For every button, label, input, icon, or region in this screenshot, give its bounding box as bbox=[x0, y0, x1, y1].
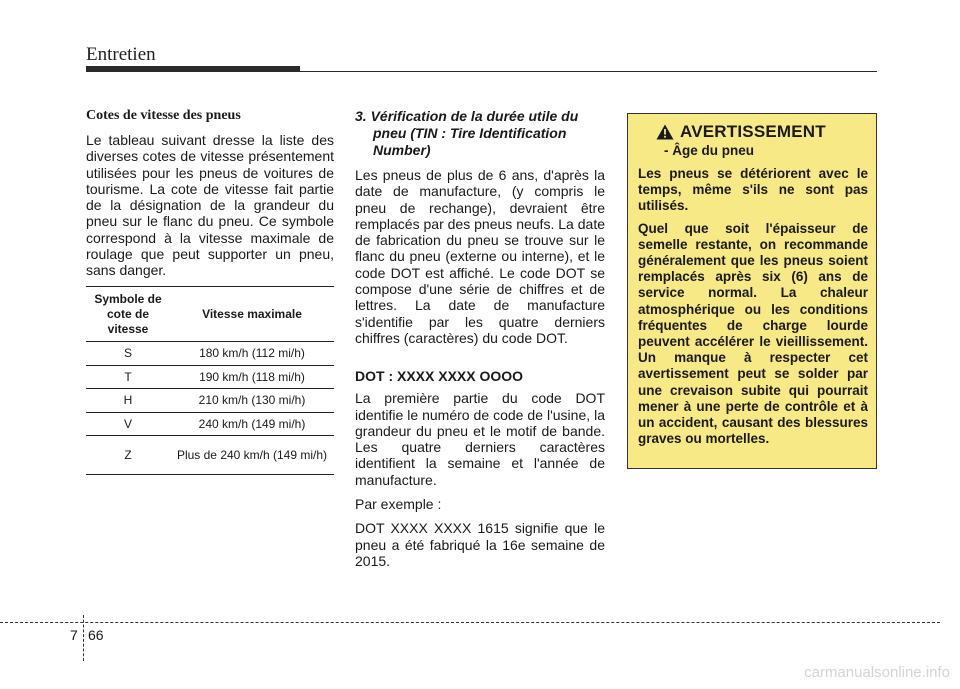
middle-column bbox=[355, 108, 605, 577]
symbol-cell: V bbox=[86, 412, 170, 436]
warning-header bbox=[638, 122, 868, 142]
table-row bbox=[86, 365, 334, 389]
speed-cell: Plus de 240 km/h (149 mi/h) bbox=[176, 447, 328, 462]
example-label: Par exemple : bbox=[355, 496, 442, 513]
section-title: Cotes de vitesse des pneus bbox=[86, 108, 241, 123]
page-number: 66 bbox=[88, 627, 104, 643]
table-row bbox=[86, 412, 334, 436]
example-paragraph: DOT XXXX XXXX 1615 signifie que le pneu a été fabriqué la 16e semaine de 2015. bbox=[355, 520, 605, 569]
speed-rating-table bbox=[86, 286, 334, 475]
warning-triangle-icon bbox=[656, 124, 674, 140]
speed-cell: 210 km/h (130 mi/h) bbox=[170, 389, 334, 413]
dot-paragraph: La première partie du code DOT identifie le numéro de code de l'usine, la grandeur du pneu et le motif de bande. Les quatre derniers caractères identifient la semaine et l'année de manufacture. bbox=[355, 390, 605, 488]
table-header-symbol: Symbole de cote de vitesse bbox=[86, 287, 170, 342]
table-header-speed: Vitesse maximale bbox=[170, 287, 334, 342]
tin-heading: 3. Vérification de la durée utile du pneu (TIN : Tire Identification Number) bbox=[355, 108, 579, 158]
symbol-cell: H bbox=[86, 389, 170, 413]
header-rule bbox=[300, 71, 877, 72]
symbol-cell: S bbox=[86, 342, 170, 366]
symbol-cell: Z bbox=[124, 447, 132, 462]
watermark: carmanualsonline.info bbox=[804, 664, 950, 681]
table-row bbox=[86, 342, 334, 366]
dot-code-heading: DOT : XXXX XXXX OOOO bbox=[355, 368, 524, 385]
warning-title: AVERTISSEMENT bbox=[680, 122, 826, 141]
footer-divider bbox=[83, 615, 84, 661]
table-row bbox=[86, 389, 334, 413]
header-bar bbox=[86, 66, 300, 72]
warning-box bbox=[627, 113, 877, 469]
page-header-title: Entretien bbox=[86, 44, 156, 65]
footer-rule bbox=[0, 622, 940, 623]
warning-subtitle: - Âge du pneu bbox=[664, 143, 754, 158]
warning-paragraph-1: Les pneus se détériorent avec le temps, même s'ils ne sont pas utilisés. bbox=[638, 166, 868, 214]
warning-paragraph-2: Quel que soit l'épaisseur de semelle restante, on recommande généralement que les pneus soient remplacés après six (6) ans de service normal. La chaleur atmosphérique ou les conditions fréquentes de charge lourde peuvent accélérer le vieillissement. Un manque à respecter cet avertissement peut se solder par une crevaison subite qui pourrait mener à une perte de contrôle et à un accident, causant des blessures graves ou mortelles. bbox=[638, 220, 868, 447]
left-column bbox=[86, 108, 334, 279]
intro-paragraph: Le tableau suivant dresse la liste des diverses cotes de vitesse présentement utilisées pour les pneus de voitures de tourisme. La cote de vitesse fait partie de la désignation de la grandeur du pneu sur le flanc du pneu. Ce symbole correspond à la vitesse maximale de roulage que peut supporter un pneu, sans danger. bbox=[86, 132, 334, 279]
tin-paragraph: Les pneus de plus de 6 ans, d'après la date de manufacture, (y compris le pneu de rechange), devraient être remplacés par des pneus neufs. La date de fabrication du pneu se trouve sur le flanc du pneu (externe ou interne), et le code DOT est affiché. Le code DOT se compose d'une série de chiffres et de lettres. La date de manufacture s'identifie par les quatre derniers chiffres (caractères) du code DOT. bbox=[355, 167, 605, 346]
chapter-number: 7 bbox=[70, 627, 78, 643]
speed-cell: 180 km/h (112 mi/h) bbox=[170, 342, 334, 366]
symbol-cell: T bbox=[86, 365, 170, 389]
speed-cell: 240 km/h (149 mi/h) bbox=[170, 412, 334, 436]
speed-cell: 190 km/h (118 mi/h) bbox=[170, 365, 334, 389]
table-row bbox=[86, 436, 334, 475]
